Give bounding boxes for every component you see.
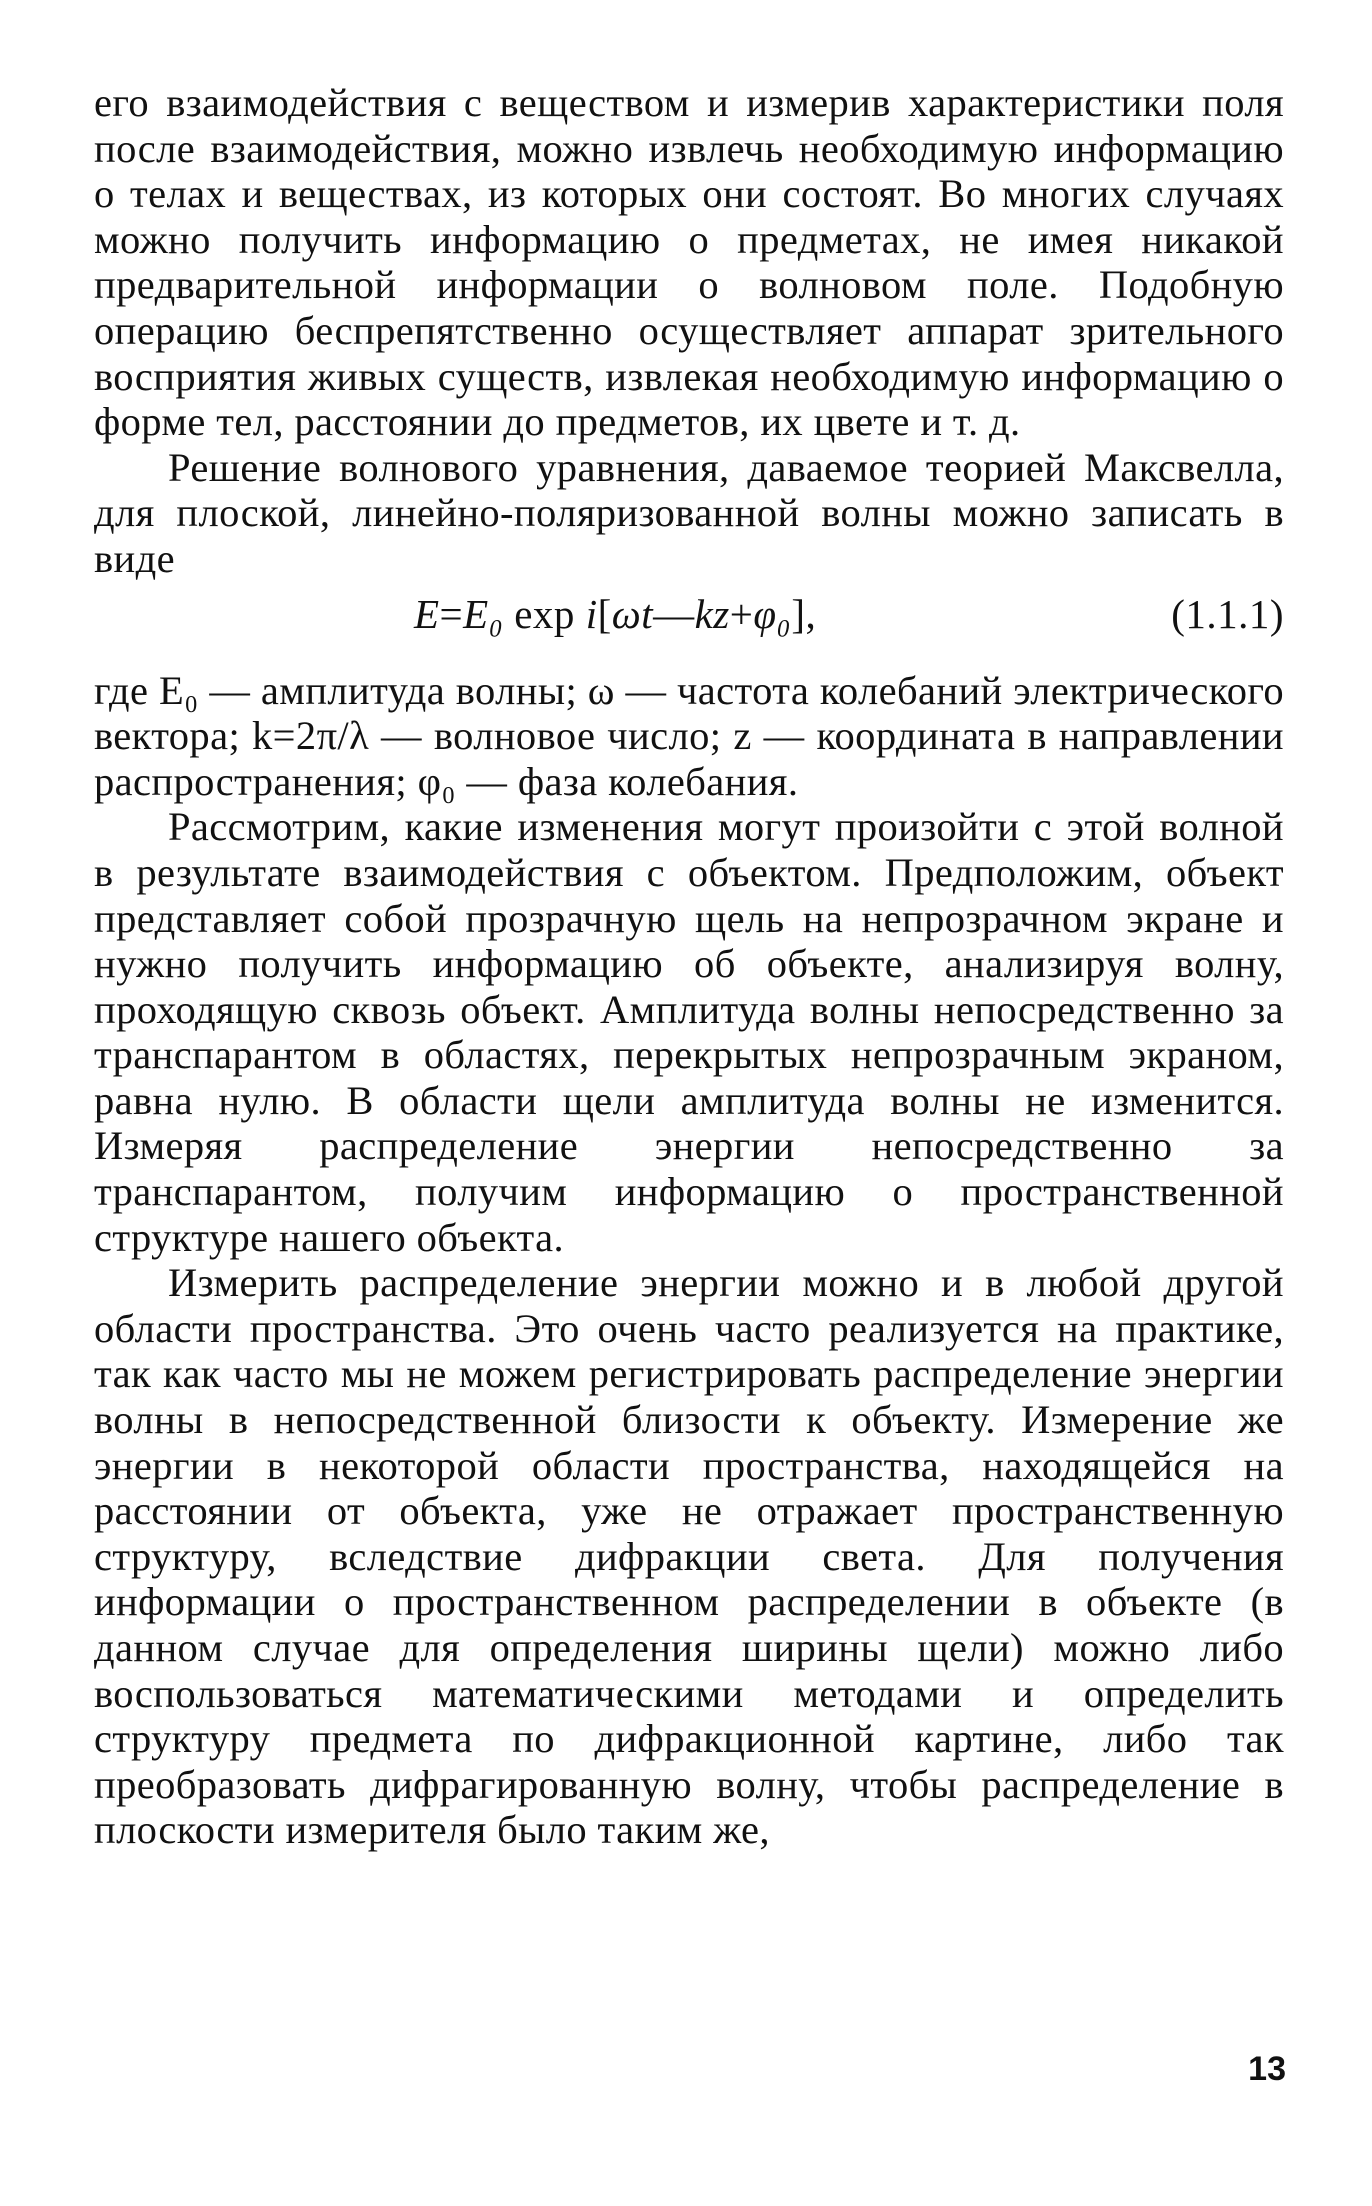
formula-bracket-close: ], <box>791 590 817 637</box>
formula-lhs: E <box>414 590 440 637</box>
formula-minus: — <box>653 590 695 637</box>
formula-bracket-open: [ <box>597 590 612 637</box>
formula-exp: exp <box>503 590 586 637</box>
page-body <box>94 80 1284 1853</box>
formula-omega-t: ωt <box>611 590 654 637</box>
equation-1-1-1 <box>414 590 816 638</box>
equation-number: (1.1.1) <box>1171 590 1284 637</box>
page-number: 13 <box>1248 2050 1286 2088</box>
paragraph-2: Решение волнового уравнения, даваемое теорией Максвелла, для плоской, линейно-поляризованной волны можно записать в виде <box>94 444 1284 581</box>
paragraph-3: где E₀ — амплитуда волны; ω — частота колебаний электрического вектора; k=2π/λ — волновое число; z — координата в направлении распространения; φ₀ — фаза колебания. <box>94 667 1284 804</box>
paragraph-1: его взаимодействия с веществом и измерив характеристики поля после взаимодействия, можно извлечь необходимую информацию о телах и веществах, из которых они состоят. Во многих случаях можно получить информацию о предметах, не имея никакой предварительной информации о волновом поле. Подобную операцию беспрепятственно осуществляет аппарат зрительного восприятия живых существ, извлекая необходимую информацию о форме тел, расстоянии до предметов, их цвете и т. д. <box>94 80 1284 445</box>
formula-eq: = <box>439 590 464 637</box>
formula-plus: + <box>729 590 754 637</box>
formula-kz: kz <box>694 590 730 637</box>
equation-row <box>94 586 1284 648</box>
formula-phi: φ₀ <box>753 590 792 637</box>
paragraph-5: Измерить распределение энергии можно и в любой другой области пространства. Это очень часто реализуется на практике, так как часто мы не можем регистрировать распределение энергии волны в непосредственной близости к объекту. Измерение же энергии в некоторой области пространства, находящейся на расстоянии от объекта, уже не отражает пространственную структуру, вследствие дифракции света. Для получения информации о пространственном распределении в объекте (в данном случае для определения ширины щели) можно либо воспользоваться математическими методами и определить структуру предмета по дифракционной картине, либо так преобразовать дифрагированную волну, чтобы распределение в плоскости измерителя было таким же, <box>94 1260 1284 1853</box>
formula-i: i <box>585 590 598 637</box>
paragraph-4: Рассмотрим, какие изменения могут произойти с этой волной в результате взаимодействия с объектом. Предположим, объект представляет собой прозрачную щель на непрозрачном экране и нужно получить информацию об объекте, анализируя волну, проходящую сквозь объект. Амплитуда волны непосредственно за транспарантом в областях, перекрытых непрозрачным экраном, равна нулю. В области щели амплитуда волны не изменится. Измеряя распределение энергии непосредственно за транспарантом, получим информацию о пространственной структуре нашего объекта. <box>94 804 1284 1260</box>
formula-amplitude: E₀ <box>463 590 504 637</box>
